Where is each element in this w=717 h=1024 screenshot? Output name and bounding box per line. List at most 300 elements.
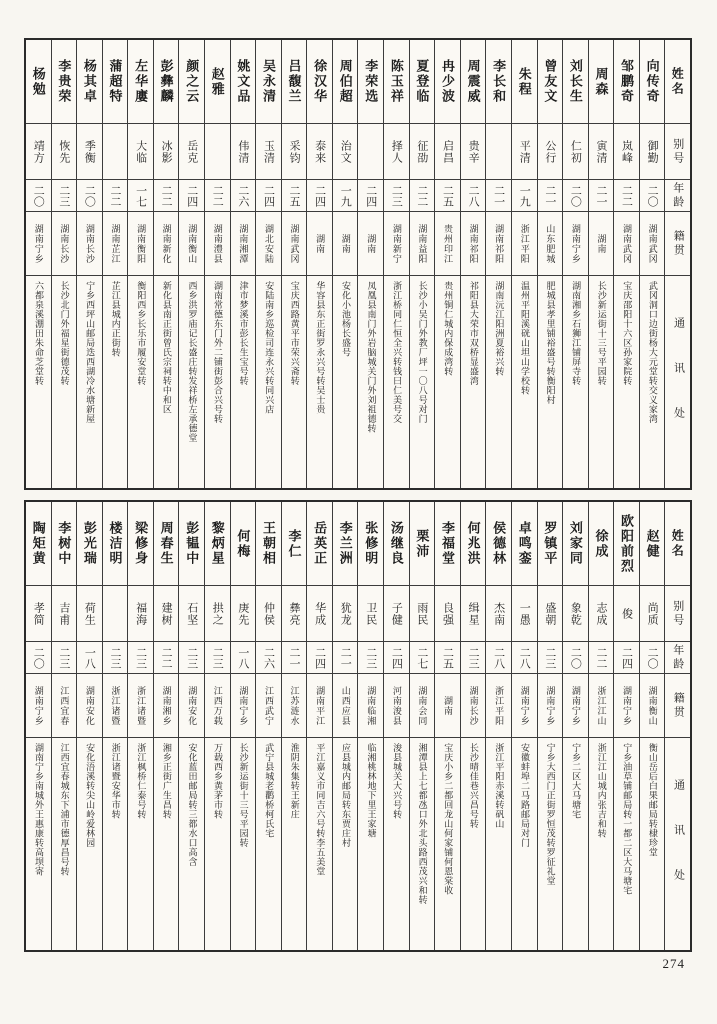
person-name-text: 徐汉华 xyxy=(312,59,328,104)
person-name xyxy=(410,40,435,124)
person-name-text: 汤继良 xyxy=(388,521,404,566)
person-origin-text: 湖南 xyxy=(596,233,607,254)
person-name xyxy=(154,40,179,124)
person-address-text: 湖南宁乡南城外王惠康转高坝寄 xyxy=(34,743,44,876)
person-alias xyxy=(358,124,383,180)
person-column xyxy=(281,40,307,488)
person-origin-text: 湖南澧县 xyxy=(212,223,223,264)
person-origin-text: 江西万载 xyxy=(212,685,223,726)
person-alias xyxy=(486,586,511,642)
header-origin xyxy=(665,674,690,738)
person-name xyxy=(282,502,307,586)
person-age-text: 二四 xyxy=(185,184,198,207)
person-alias-text: 犹龙 xyxy=(339,601,352,626)
person-age-text: 二三 xyxy=(390,184,403,207)
person-age-text: 二六 xyxy=(262,646,275,669)
person-alias-text: 杰南 xyxy=(492,601,505,626)
person-name xyxy=(282,40,307,124)
person-origin-text: 湖南安化 xyxy=(187,685,198,726)
person-name xyxy=(589,40,614,124)
person-name xyxy=(640,502,665,586)
header-name xyxy=(665,502,690,586)
person-address-text: 浙江桥同仁恒全兴转钱曰仁美号交 xyxy=(392,281,403,424)
person-name xyxy=(410,502,435,586)
person-alias xyxy=(589,586,614,642)
person-origin-text: 湖南祁阳 xyxy=(468,223,479,264)
person-address xyxy=(282,738,307,950)
person-origin xyxy=(563,674,588,738)
person-origin-text: 江西武宁 xyxy=(263,685,274,726)
person-address-text: 江西宜春城东下浦市德厚昌号转 xyxy=(59,743,70,876)
person-name xyxy=(307,40,332,124)
person-name xyxy=(435,502,460,586)
person-address-text: 浙江诸暨安华市转 xyxy=(110,743,121,819)
person-age xyxy=(538,180,563,212)
person-alias xyxy=(256,586,281,642)
person-address-text: 宝庆邵阳十六区孙家院转 xyxy=(622,281,633,386)
person-age xyxy=(103,642,128,674)
person-origin-text: 湖南宁乡 xyxy=(33,685,44,726)
person-age xyxy=(179,642,204,674)
person-origin xyxy=(307,212,332,276)
person-address xyxy=(640,276,665,488)
person-alias-text: 尚质 xyxy=(646,601,659,626)
person-address-text: 安徽蚌埠二马路邮局对门 xyxy=(519,743,530,848)
header-column xyxy=(664,40,690,488)
person-column xyxy=(409,502,435,950)
person-alias-text: 志成 xyxy=(594,601,607,626)
person-address xyxy=(52,276,77,488)
person-age xyxy=(154,180,179,212)
person-name xyxy=(128,40,153,124)
person-origin-text: 湖南衡山 xyxy=(647,685,658,726)
person-name xyxy=(205,40,230,124)
person-name xyxy=(333,40,358,124)
person-column xyxy=(153,502,179,950)
person-column xyxy=(434,40,460,488)
person-name xyxy=(589,502,614,586)
person-address-text: 湘乡正街广生昌转 xyxy=(161,743,172,819)
person-origin xyxy=(128,674,153,738)
person-origin-text: 山东肥城 xyxy=(545,223,556,264)
person-name-text: 刘家同 xyxy=(567,521,583,566)
person-column xyxy=(178,502,204,950)
person-alias-text: 岚峰 xyxy=(620,139,633,164)
person-name-text: 杨勉 xyxy=(30,66,46,97)
person-origin-text: 湖南衡山 xyxy=(187,223,198,264)
person-alias xyxy=(435,586,460,642)
person-address xyxy=(563,738,588,950)
header-name xyxy=(665,40,690,124)
person-alias xyxy=(307,124,332,180)
person-origin-text: 湖南武冈 xyxy=(647,223,658,264)
person-column xyxy=(537,40,563,488)
person-name-text: 欧阳前烈 xyxy=(619,513,635,574)
person-address-text: 芷江县城内正街转 xyxy=(110,281,121,357)
person-name-text: 颜之云 xyxy=(184,59,200,104)
person-origin-text: 湖南会同 xyxy=(417,685,428,726)
person-age-text: 二〇 xyxy=(646,184,659,207)
person-age-text: 二四 xyxy=(390,646,403,669)
person-address xyxy=(231,738,256,950)
person-address xyxy=(154,738,179,950)
person-origin-text: 湖北安陆 xyxy=(263,223,274,264)
person-column xyxy=(102,40,128,488)
person-address-text: 安化小池杨长盛号 xyxy=(340,281,351,357)
person-name-text: 朱程 xyxy=(516,66,532,97)
person-alias xyxy=(205,124,230,180)
person-address xyxy=(589,276,614,488)
person-name-text: 左华廔 xyxy=(133,59,149,104)
person-alias xyxy=(538,124,563,180)
person-age-text: 一七 xyxy=(134,184,147,207)
person-address-text: 温州平阳溪硄山坦山学校转 xyxy=(519,281,530,395)
header-name-text: 姓名 xyxy=(670,66,685,97)
person-alias xyxy=(154,586,179,642)
person-alias xyxy=(282,124,307,180)
person-name xyxy=(26,40,51,124)
person-address xyxy=(410,738,435,950)
person-age xyxy=(52,642,77,674)
person-name xyxy=(358,502,383,586)
person-name-text: 彭韫中 xyxy=(184,521,200,566)
person-alias-text: 象乾 xyxy=(569,601,582,626)
person-alias-text: 冰影 xyxy=(160,139,173,164)
person-name-text: 岳英正 xyxy=(312,521,328,566)
person-alias xyxy=(333,586,358,642)
person-age xyxy=(384,180,409,212)
person-age xyxy=(256,180,281,212)
person-address xyxy=(103,276,128,488)
person-alias-text: 择人 xyxy=(390,139,403,164)
person-address xyxy=(538,738,563,950)
person-name xyxy=(461,40,486,124)
person-address xyxy=(256,738,281,950)
header-address xyxy=(665,738,690,950)
person-column xyxy=(127,502,153,950)
person-age-text: 二二 xyxy=(160,184,173,207)
person-address xyxy=(52,738,77,950)
person-address xyxy=(205,276,230,488)
person-origin xyxy=(282,212,307,276)
person-age xyxy=(307,180,332,212)
person-name xyxy=(179,40,204,124)
header-age-text: 年龄 xyxy=(671,643,684,672)
person-column xyxy=(588,40,614,488)
person-column xyxy=(485,502,511,950)
person-address-text: 长沙小吴门外教厂坪一〇八号对门 xyxy=(417,281,428,424)
person-address-text: 宁乡西坪山邮局迭西湖冷水塘新屋 xyxy=(85,281,96,424)
person-age-text: 二三 xyxy=(185,646,198,669)
person-name xyxy=(103,502,128,586)
person-column xyxy=(255,502,281,950)
person-name xyxy=(77,502,102,586)
person-origin xyxy=(179,674,204,738)
person-address-text: 安化蓝田邮局转三都水口高含 xyxy=(187,743,198,867)
person-age xyxy=(128,180,153,212)
person-alias-text: 泰来 xyxy=(313,139,326,164)
person-name xyxy=(358,40,383,124)
person-alias-text: 寅清 xyxy=(594,139,607,164)
person-age xyxy=(231,180,256,212)
person-age xyxy=(205,180,230,212)
person-alias-text: 御勤 xyxy=(646,139,659,164)
person-age-text: 二四 xyxy=(313,646,326,669)
directory-table-bottom xyxy=(24,500,692,952)
person-origin xyxy=(461,212,486,276)
person-age-text: 二〇 xyxy=(569,646,582,669)
person-address-text: 安化浯溪转尖山岭爱林园 xyxy=(85,743,96,848)
person-age-text: 二三 xyxy=(57,184,70,207)
person-column xyxy=(204,40,230,488)
person-age-text: 二二 xyxy=(160,646,173,669)
person-age xyxy=(77,642,102,674)
person-age-text: 一八 xyxy=(83,646,96,669)
person-name-text: 黎炳星 xyxy=(209,521,225,566)
person-origin xyxy=(614,212,639,276)
person-address-text: 新化县南正街曾氏宗祠转中和区 xyxy=(161,281,172,414)
person-origin-text: 湖南长沙 xyxy=(84,223,95,264)
person-origin-text: 浙江平阳 xyxy=(494,685,505,726)
person-address xyxy=(461,276,486,488)
person-age xyxy=(640,180,665,212)
person-name-text: 周伯超 xyxy=(337,59,353,104)
person-address xyxy=(461,738,486,950)
person-alias-text: 荷生 xyxy=(83,601,96,626)
person-address-text: 浚县城关大兴号转 xyxy=(392,743,403,819)
person-name-text: 楼洁明 xyxy=(107,521,123,566)
person-address-text: 宁乡大西门正街罗恒茂转罗征礼堂 xyxy=(545,743,556,886)
person-origin xyxy=(52,212,77,276)
person-alias xyxy=(179,124,204,180)
person-address-text: 湘潭县上七都氹口外北头路西茂兴和转 xyxy=(417,743,428,905)
person-alias xyxy=(435,124,460,180)
person-name xyxy=(77,40,102,124)
person-name-text: 冉少波 xyxy=(440,59,455,104)
person-alias-text: 玉清 xyxy=(262,139,275,164)
person-address-text: 长沙晴佳巷兴昌号转 xyxy=(468,743,479,829)
person-origin-text: 湖南宁乡 xyxy=(33,223,44,264)
person-origin xyxy=(435,674,460,738)
person-alias xyxy=(256,124,281,180)
person-age xyxy=(589,642,614,674)
person-age xyxy=(77,180,102,212)
person-name-text: 李福堂 xyxy=(440,521,455,566)
person-address xyxy=(486,738,511,950)
person-column xyxy=(357,502,383,950)
person-alias xyxy=(77,586,102,642)
person-alias xyxy=(231,586,256,642)
person-column xyxy=(357,40,383,488)
person-origin xyxy=(103,212,128,276)
person-column xyxy=(562,502,588,950)
person-column xyxy=(306,502,332,950)
person-address-text: 临湘桃林地下里王家塘 xyxy=(366,743,377,838)
person-name-text: 吴永清 xyxy=(260,59,276,104)
person-name xyxy=(538,40,563,124)
person-name-text: 曾友文 xyxy=(542,59,558,104)
person-origin-text: 湖南长沙 xyxy=(468,685,479,726)
person-column xyxy=(51,40,77,488)
person-age xyxy=(26,180,51,212)
person-origin xyxy=(103,674,128,738)
person-origin-text: 浙江平阳 xyxy=(519,223,530,264)
person-name-text: 彭彝麟 xyxy=(158,59,174,104)
person-address xyxy=(154,276,179,488)
person-alias-text: 彝亮 xyxy=(288,601,301,626)
person-origin xyxy=(77,212,102,276)
person-age xyxy=(231,642,256,674)
person-origin-text: 湖南 xyxy=(443,695,453,716)
person-age xyxy=(640,642,665,674)
person-origin-text: 湖南新化 xyxy=(161,223,172,264)
person-column xyxy=(434,502,460,950)
header-age xyxy=(665,642,690,674)
person-address xyxy=(512,738,537,950)
person-age-text: 二四 xyxy=(262,184,275,207)
person-address xyxy=(77,276,102,488)
person-column xyxy=(511,502,537,950)
person-age-text: 二〇 xyxy=(569,184,582,207)
person-name-text: 卓鸣銮 xyxy=(516,521,532,566)
person-name xyxy=(333,502,358,586)
person-name xyxy=(231,502,256,586)
person-origin-text: 湖南平江 xyxy=(315,685,326,726)
person-origin xyxy=(358,674,383,738)
person-address-text: 肥城县孝里铺裕盛号转衡阳村 xyxy=(545,281,556,405)
person-alias-text: 庚先 xyxy=(236,601,249,626)
person-origin-text: 湖南衡阳 xyxy=(136,223,147,264)
person-name xyxy=(128,502,153,586)
header-alias-text: 别号 xyxy=(671,137,684,166)
person-name-text: 李仁 xyxy=(286,528,302,559)
person-name xyxy=(231,40,256,124)
person-alias-text: 缉星 xyxy=(467,601,480,626)
person-age-text: 一八 xyxy=(236,646,249,669)
person-origin-text: 湖南芷江 xyxy=(110,223,121,264)
person-name xyxy=(563,502,588,586)
person-address xyxy=(103,738,128,950)
person-origin xyxy=(77,674,102,738)
header-origin-text: 籍贯 xyxy=(672,691,685,720)
person-alias-text: 福海 xyxy=(134,601,147,626)
person-alias xyxy=(614,586,639,642)
person-name-text: 赵健 xyxy=(644,528,660,559)
person-address-text: 贵州铜仁城内保成湾转 xyxy=(443,281,454,376)
person-alias-text: 吉甫 xyxy=(57,601,70,626)
person-alias-text: 采钧 xyxy=(288,139,301,164)
person-origin xyxy=(512,212,537,276)
person-name-text: 周春生 xyxy=(158,521,174,566)
person-age xyxy=(563,180,588,212)
person-column xyxy=(485,40,511,488)
person-origin xyxy=(640,674,665,738)
person-age xyxy=(256,642,281,674)
person-age-text: 二一 xyxy=(288,646,301,669)
person-alias xyxy=(205,586,230,642)
person-origin-text: 湖南宁乡 xyxy=(519,685,530,726)
person-column xyxy=(460,40,486,488)
person-origin xyxy=(512,674,537,738)
person-origin-text: 浙江诸暨 xyxy=(110,685,121,726)
person-alias xyxy=(52,586,77,642)
person-name-text: 向传奇 xyxy=(644,59,660,104)
person-origin xyxy=(205,674,230,738)
person-origin-text: 湖南武冈 xyxy=(289,223,300,264)
person-name xyxy=(486,502,511,586)
person-address-text: 淮阴朱集转王新庄 xyxy=(289,743,300,819)
person-address xyxy=(358,276,383,488)
person-address xyxy=(26,276,51,488)
person-address xyxy=(435,276,460,488)
person-origin xyxy=(563,212,588,276)
person-column xyxy=(613,502,639,950)
person-origin-text: 湖南宁乡 xyxy=(570,223,581,264)
person-origin-text: 湖南长沙 xyxy=(59,223,70,264)
person-address xyxy=(307,276,332,488)
person-alias xyxy=(563,586,588,642)
person-alias-text: 俊 xyxy=(620,607,633,620)
person-alias-text: 恢先 xyxy=(57,139,70,164)
person-origin-text: 湖南 xyxy=(340,233,351,254)
person-origin xyxy=(154,212,179,276)
person-origin xyxy=(435,212,460,276)
person-column xyxy=(332,40,358,488)
person-address xyxy=(333,276,358,488)
person-column xyxy=(102,502,128,950)
person-address xyxy=(307,738,332,950)
person-name-text: 周震威 xyxy=(465,59,481,104)
person-origin xyxy=(640,212,665,276)
person-name xyxy=(384,502,409,586)
person-age xyxy=(589,180,614,212)
person-name-text: 王朝相 xyxy=(260,521,276,566)
person-origin xyxy=(486,212,511,276)
header-column xyxy=(664,502,690,950)
person-age-text: 二四 xyxy=(364,184,377,207)
person-name xyxy=(179,502,204,586)
person-column xyxy=(383,502,409,950)
person-address xyxy=(333,738,358,950)
person-column xyxy=(306,40,332,488)
header-address-text: 通讯处 xyxy=(672,779,685,914)
person-origin-text: 浙江江山 xyxy=(596,685,607,726)
person-name-text: 陶矩黄 xyxy=(30,521,46,566)
person-name-text: 栗沛 xyxy=(414,528,430,559)
person-age xyxy=(538,642,563,674)
person-alias-text: 盛朝 xyxy=(543,601,556,626)
person-name-text: 赵雅 xyxy=(209,66,225,97)
person-address-text: 万载西乡黄茅市转 xyxy=(213,743,224,819)
person-address xyxy=(128,276,153,488)
person-address xyxy=(486,276,511,488)
person-alias-text: 石坚 xyxy=(185,601,198,626)
person-alias xyxy=(410,124,435,180)
person-origin xyxy=(26,674,51,738)
person-column xyxy=(639,40,665,488)
header-age-text: 年龄 xyxy=(671,181,684,210)
person-column xyxy=(332,502,358,950)
person-address xyxy=(384,276,409,488)
person-address-text: 武冈洞口边街杨大元堂转交义家湾 xyxy=(647,281,658,424)
person-name-text: 姚文品 xyxy=(235,59,251,104)
person-origin-text: 贵州印江 xyxy=(443,223,453,264)
person-origin-text: 湖南 xyxy=(366,233,377,254)
person-address-text: 宝庆小乡二都回龙山何家铺何恩棠收 xyxy=(443,743,454,895)
person-name xyxy=(205,502,230,586)
person-origin xyxy=(26,212,51,276)
person-age xyxy=(614,642,639,674)
